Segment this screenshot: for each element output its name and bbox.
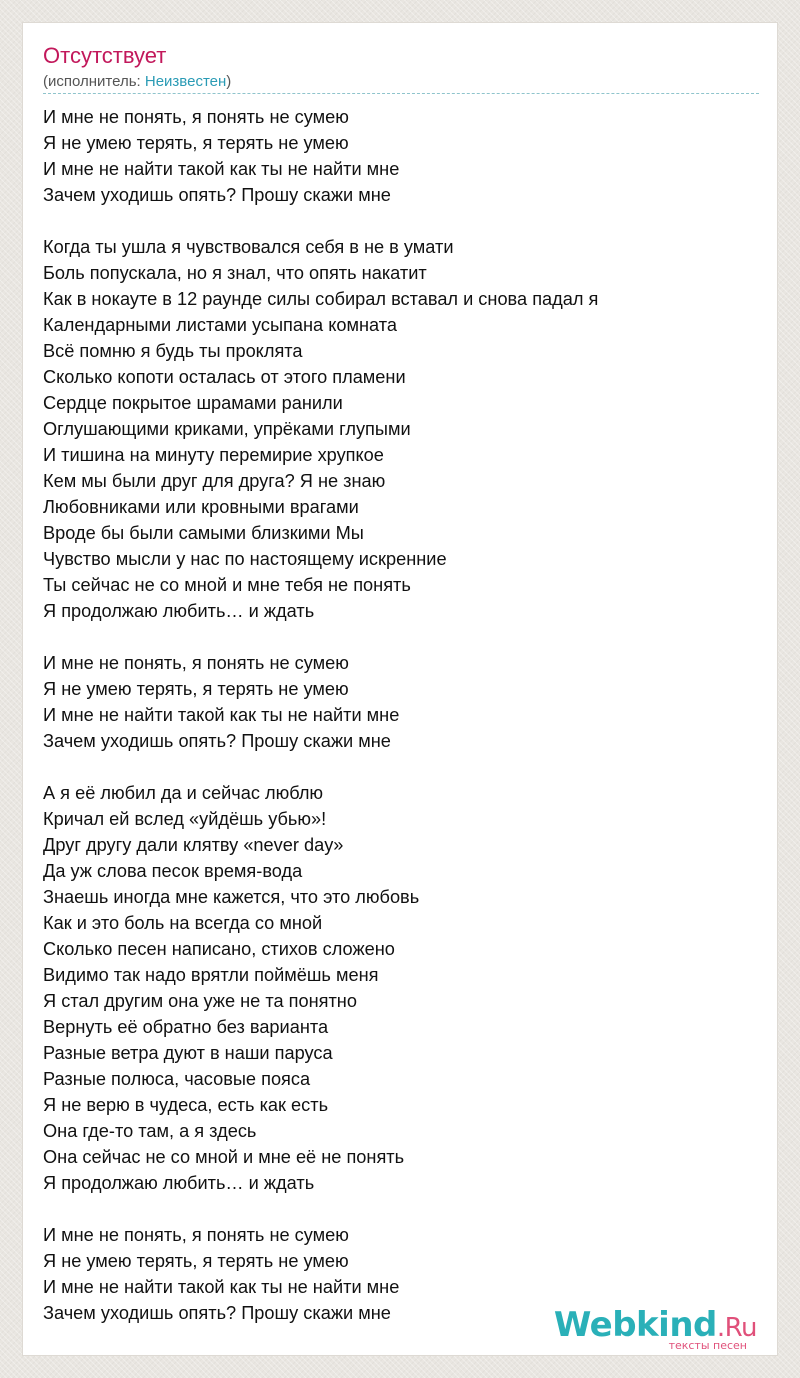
- lyric-line: Боль попускала, но я знал, что опять накатит: [43, 263, 427, 283]
- lyric-line: Я продолжаю любить… и ждать: [43, 1173, 315, 1193]
- lyric-line: Как и это боль на всегда со мной: [43, 913, 323, 933]
- lyric-line: Оглушающими криками, упрёками глупыми: [43, 419, 411, 439]
- lyric-line: Разные ветра дуют в наши паруса: [43, 1043, 333, 1063]
- lyric-line: Знаешь иногда мне кажется, что это любовь: [43, 887, 420, 907]
- lyric-line: Кричал ей вслед «уйдёшь убью»!: [43, 809, 327, 829]
- stanza-break: [43, 754, 598, 780]
- lyric-line: И мне не найти такой как ты не найти мне: [43, 705, 400, 725]
- lyric-line: Зачем уходишь опять? Прошу скажи мне: [43, 731, 391, 751]
- lyric-line: И мне не понять, я понять не сумею: [43, 107, 349, 127]
- lyric-line: Как в нокауте в 12 раунде силы собирал вставал и снова падал я: [43, 289, 599, 309]
- lyric-line: Сколько копоти осталась от этого пламени: [43, 367, 406, 387]
- title-divider: [43, 93, 759, 94]
- lyric-line: И мне не понять, я понять не сумею: [43, 653, 349, 673]
- artist-link[interactable]: Неизвестен: [144, 73, 227, 90]
- lyrics-card: [22, 22, 778, 1356]
- song-title: Отсутствует: [43, 43, 167, 68]
- logo-name: Webkind: [553, 1305, 717, 1345]
- lyric-line: Зачем уходишь опять? Прошу скажи мне: [43, 1303, 391, 1323]
- lyric-line: Зачем уходишь опять? Прошу скажи мне: [43, 185, 391, 205]
- lyric-line: Любовниками или кровными врагами: [43, 497, 359, 517]
- lyric-line: Я не верю в чудеса, есть как есть: [43, 1095, 329, 1115]
- webkind-logo[interactable]: [553, 1305, 757, 1355]
- artist-prefix: (исполнитель:: [43, 73, 145, 90]
- lyric-line: И мне не найти такой как ты не найти мне: [43, 159, 400, 179]
- lyric-line: Я не умею терять, я терять не умею: [43, 679, 349, 699]
- lyric-line: Вернуть её обратно без варианта: [43, 1017, 329, 1037]
- artist-line: [43, 73, 231, 91]
- artist-suffix: ): [226, 73, 232, 90]
- stanza-break: [43, 1196, 598, 1222]
- lyric-line: Она где-то там, а я здесь: [43, 1121, 257, 1141]
- logo-tld: .Ru: [716, 1313, 757, 1343]
- lyric-line: Видимо так надо врятли поймёшь меня: [43, 965, 379, 985]
- lyric-line: Разные полюса, часовые пояса: [43, 1069, 311, 1089]
- lyric-line: Она сейчас не со мной и мне её не понять: [43, 1147, 405, 1167]
- lyric-line: Сердце покрытое шрамами ранили: [43, 393, 343, 413]
- lyric-line: Вроде бы были самыми близкими Мы: [43, 523, 364, 543]
- lyric-line: Я не умею терять, я терять не умею: [43, 1251, 349, 1271]
- lyric-line: Я не умею терять, я терять не умею: [43, 133, 349, 153]
- lyric-line: Ты сейчас не со мной и мне тебя не понять: [43, 575, 411, 595]
- lyric-line: Кем мы были друг для друга? Я не знаю: [43, 471, 386, 491]
- lyric-line: Календарными листами усыпана комната: [43, 315, 397, 335]
- lyric-line: Сколько песен написано, стихов сложено: [43, 939, 395, 959]
- lyric-line: Чувство мысли у нас по настоящему искренние: [43, 549, 447, 569]
- lyric-line: И мне не понять, я понять не сумею: [43, 1225, 349, 1245]
- lyric-line: И мне не найти такой как ты не найти мне: [43, 1277, 400, 1297]
- logo-tagline: тексты песен: [668, 1339, 747, 1352]
- lyric-line: Да уж слова песок время-вода: [43, 861, 303, 881]
- stanza-break: [43, 624, 598, 650]
- lyric-line: Я стал другим она уже не та понятно: [43, 991, 357, 1011]
- lyrics-body: [43, 104, 598, 1326]
- lyric-line: Когда ты ушла я чувствовался себя в не в умати: [43, 237, 454, 257]
- lyric-line: И тишина на минуту перемирие хрупкое: [43, 445, 384, 465]
- lyric-line: Я продолжаю любить… и ждать: [43, 601, 315, 621]
- stanza-break: [43, 208, 598, 234]
- lyric-line: Друг другу дали клятву «never day»: [43, 835, 344, 855]
- lyric-line: Всё помню я будь ты проклята: [43, 341, 303, 361]
- lyric-line: А я её любил да и сейчас люблю: [43, 783, 324, 803]
